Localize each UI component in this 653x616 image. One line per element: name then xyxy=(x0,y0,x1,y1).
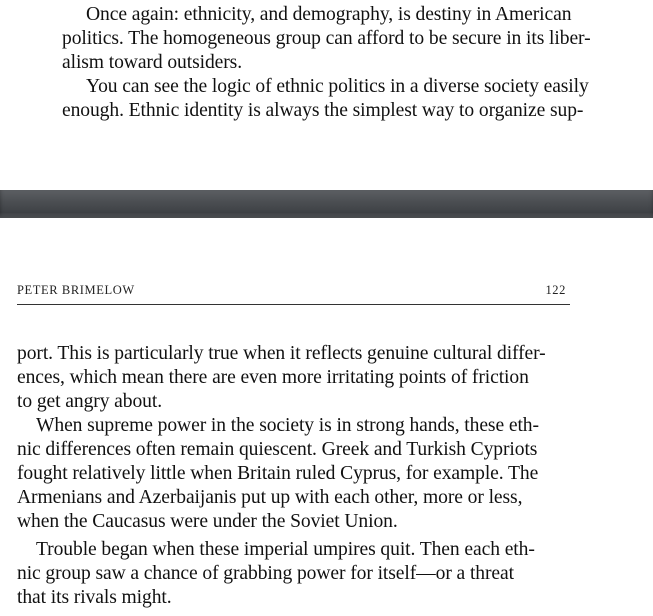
top-text-line-3: alism toward outsiders. xyxy=(62,52,243,73)
top-text-line-2: politics. The homogeneous group can afford to be secure in its liber- xyxy=(62,28,591,49)
running-head-rule xyxy=(17,304,570,305)
bottom-text-line-5: nic differences often remain quiescent. Greek and Turkish Cypriots xyxy=(17,439,538,460)
page-number: 122 xyxy=(545,283,566,297)
bottom-text-line-6: fought relatively little when Britain ruled Cyprus, for example. The xyxy=(17,463,539,484)
top-text-line-1: Once again: ethnicity, and demography, is destiny in American xyxy=(86,4,572,25)
bottom-text-line-2: ences, which mean there are even more irritating points of friction xyxy=(17,367,529,388)
bottom-text-line-8: when the Caucasus were under the Soviet Union. xyxy=(17,511,398,532)
running-head-author: PETER BRIMELOW xyxy=(17,283,135,297)
page-divider xyxy=(0,190,653,218)
top-text-line-4: You can see the logic of ethnic politics in a diverse society easily xyxy=(86,76,589,97)
bottom-text-line-10: nic group saw a chance of grabbing power for itself—or a threat xyxy=(17,563,514,584)
top-text-line-5: enough. Ethnic identity is always the simplest way to organize sup- xyxy=(62,100,584,121)
bottom-text-line-11: that its rivals might. xyxy=(17,587,172,608)
bottom-text-line-1: port. This is particularly true when it reflects genuine cultural differ- xyxy=(17,343,546,364)
bottom-text-line-7: Armenians and Azerbaijanis put up with each other, more or less, xyxy=(17,487,523,508)
bottom-text-line-3: to get angry about. xyxy=(17,391,163,412)
bottom-text-line-9: Trouble began when these imperial umpires quit. Then each eth- xyxy=(36,539,535,560)
bottom-text-line-4: When supreme power in the society is in strong hands, these eth- xyxy=(36,415,539,436)
